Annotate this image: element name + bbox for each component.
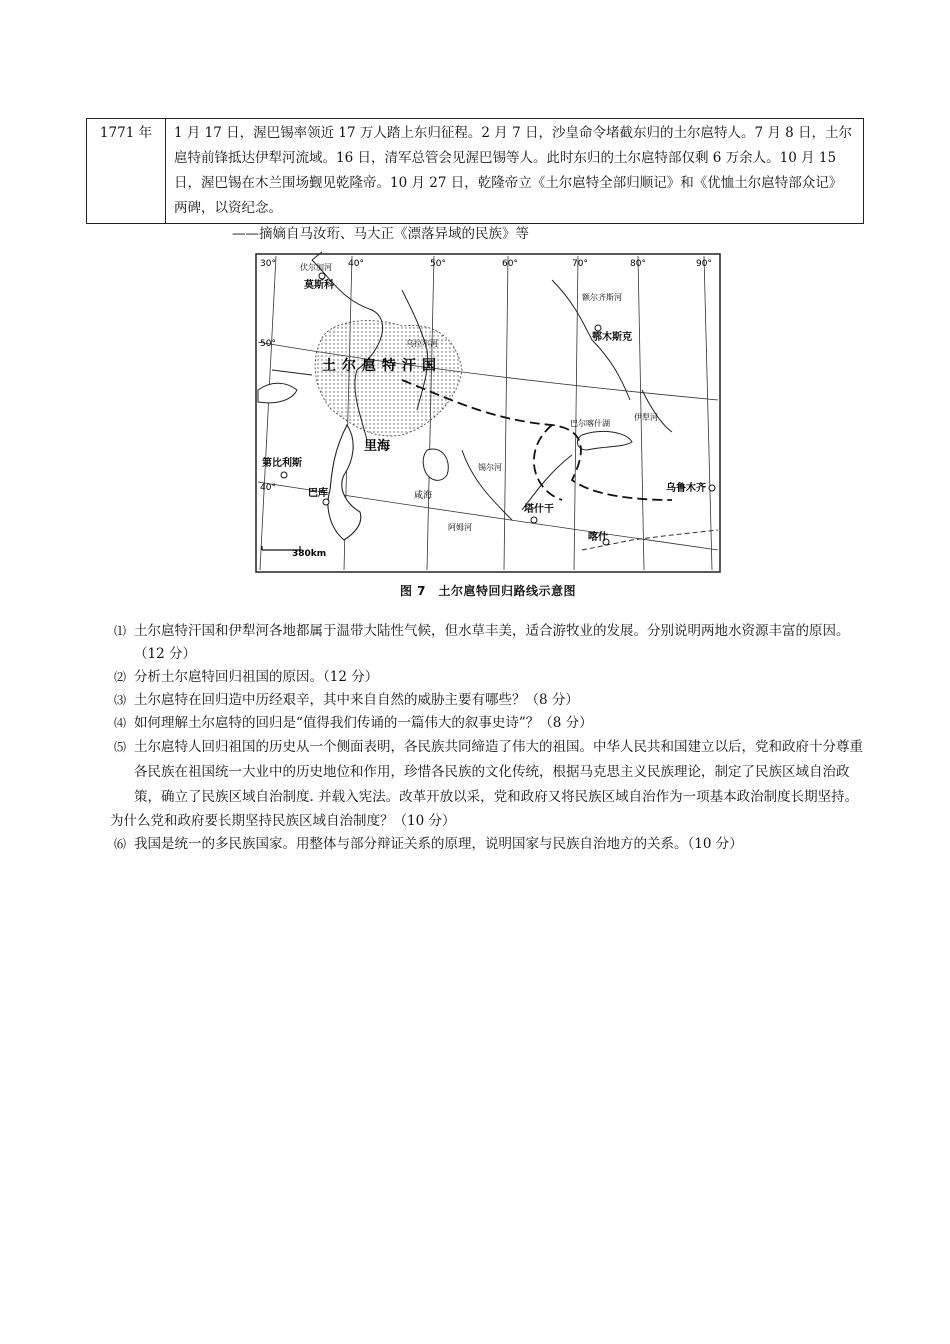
tashkent-marker — [531, 517, 537, 523]
tbilisi-marker — [281, 472, 287, 478]
urumqi-label: 乌鲁木齐 — [666, 483, 706, 494]
moscow-label: 莫斯科 — [304, 280, 334, 291]
tashkent-label: 塔什干 — [524, 504, 554, 515]
ili-label: 伊犁河 — [634, 413, 658, 422]
balkhash-label: 巴尔喀什湖 — [570, 419, 610, 428]
question-5-prompt: 为什么党和政府要长期坚持民族区域自治制度？（10 分） — [110, 813, 456, 829]
aral-label: 咸海 — [414, 491, 433, 501]
question-text: 分析土尔扈特回归祖国的原因。（12 分） — [134, 669, 379, 685]
omsk-label: 鄂木斯克 — [592, 332, 632, 343]
scale-label: 380km — [292, 549, 327, 559]
lon-label: 30° — [260, 259, 276, 269]
ural-label: 乌拉尔河 — [406, 339, 438, 348]
question-number: ⑸ — [114, 740, 127, 754]
irtysh-label: 额尔齐斯河 — [582, 293, 622, 302]
moscow-marker — [319, 273, 325, 279]
lon-label: 70° — [572, 259, 588, 269]
event-cell: 1 月 17 日，渥巴锡率领近 17 万人踏上东归征程。2 月 7 日，沙皇命令堵截东归的土尔扈特人。7 月 8 日，土尔扈特前锋抵达伊犁河流域。16 日，清军总管会见渥巴锡等人。此时东归的土尔扈特部仅剩 6 万余人。10 月 15 日，渥巴锡在木兰围场觐见乾隆帝。10 月 27 日，乾隆帝立《土尔扈特全部归顺记》和《优恤土尔扈特部众记》两碑，以资纪念。 — [166, 119, 864, 224]
question-text: 土尔扈特汗国和伊犁河各地都属于温带大陆性气候，但水草丰美，适合游牧业的发展。分别说明两地水资源丰富的原因。（12 分） — [134, 623, 850, 662]
syr-label: 锡尔河 — [478, 463, 502, 472]
amu-label: 阿姆河 — [448, 523, 472, 532]
question-4 — [114, 712, 866, 735]
question-text: 我国是统一的多民族国家。用整体与部分辩证关系的原理，说明国家与民族自治地方的关系。（10 分） — [134, 836, 743, 852]
source-citation: ——摘嫡自马汝珩、马大正《漂落异域的民族》等 — [232, 226, 529, 242]
lon-label: 40° — [348, 259, 364, 269]
question-text: 土尔扈特人回归祖国的历史从一个侧面表明，各民族共同缔造了伟大的祖国。中华人民共和国建立以后，党和政府十分尊重各民族在祖国统一大业中的历史地位和作用，珍惜各民族的文化传统，根据马克思主义民族理论，制定了民族区域自治政策，确立了民族区域自治制度. 并载入宪法。改革开放以采，党和政府又将民族区域自治作为一项基本政治制度长期坚持。 — [134, 739, 863, 805]
lon-label: 80° — [630, 259, 646, 269]
khanate-label: 土尔扈特汗国 — [322, 358, 442, 374]
question-1 — [114, 620, 866, 666]
question-5 — [114, 735, 866, 810]
question-number: ⑹ — [114, 837, 127, 851]
question-number: ⑵ — [114, 670, 127, 684]
question-2 — [114, 666, 866, 689]
lat-label: 40° — [260, 483, 276, 493]
timeline-table — [86, 118, 864, 224]
lat-label: 50° — [260, 339, 276, 349]
caspian-label: 里海 — [364, 439, 391, 454]
lon-label: 50° — [430, 259, 446, 269]
question-number: ⑴ — [114, 624, 127, 638]
baku-label: 巴库 — [308, 488, 328, 499]
lon-label: 90° — [696, 259, 712, 269]
volga-label: 伏尔加河 — [300, 263, 332, 272]
question-3 — [114, 689, 866, 712]
question-number: ⑷ — [114, 716, 127, 730]
baku-marker — [323, 499, 329, 505]
question-text: 如何理解土尔扈特的回归是“值得我们传诵的一篇伟大的叙事史诗”？（8 分） — [134, 715, 593, 731]
urumqi-marker — [709, 485, 715, 491]
kashgar-label: 喀什 — [588, 532, 608, 543]
year-cell: 1771 年 — [87, 119, 166, 224]
question-number: ⑶ — [114, 693, 127, 707]
table-row — [87, 119, 864, 224]
route-map — [252, 250, 724, 580]
tbilisi-label: 第比利斯 — [262, 458, 302, 469]
question-6 — [114, 833, 866, 856]
omsk-marker — [595, 325, 601, 331]
question-text: 土尔扈特在回归造中历经艰辛，其中来自自然的威胁主要有哪些？（8 分） — [134, 692, 579, 708]
question-list — [110, 620, 866, 856]
lon-label: 60° — [502, 259, 518, 269]
map-caption: 图 7 土尔扈特回归路线示意图 — [399, 584, 577, 598]
